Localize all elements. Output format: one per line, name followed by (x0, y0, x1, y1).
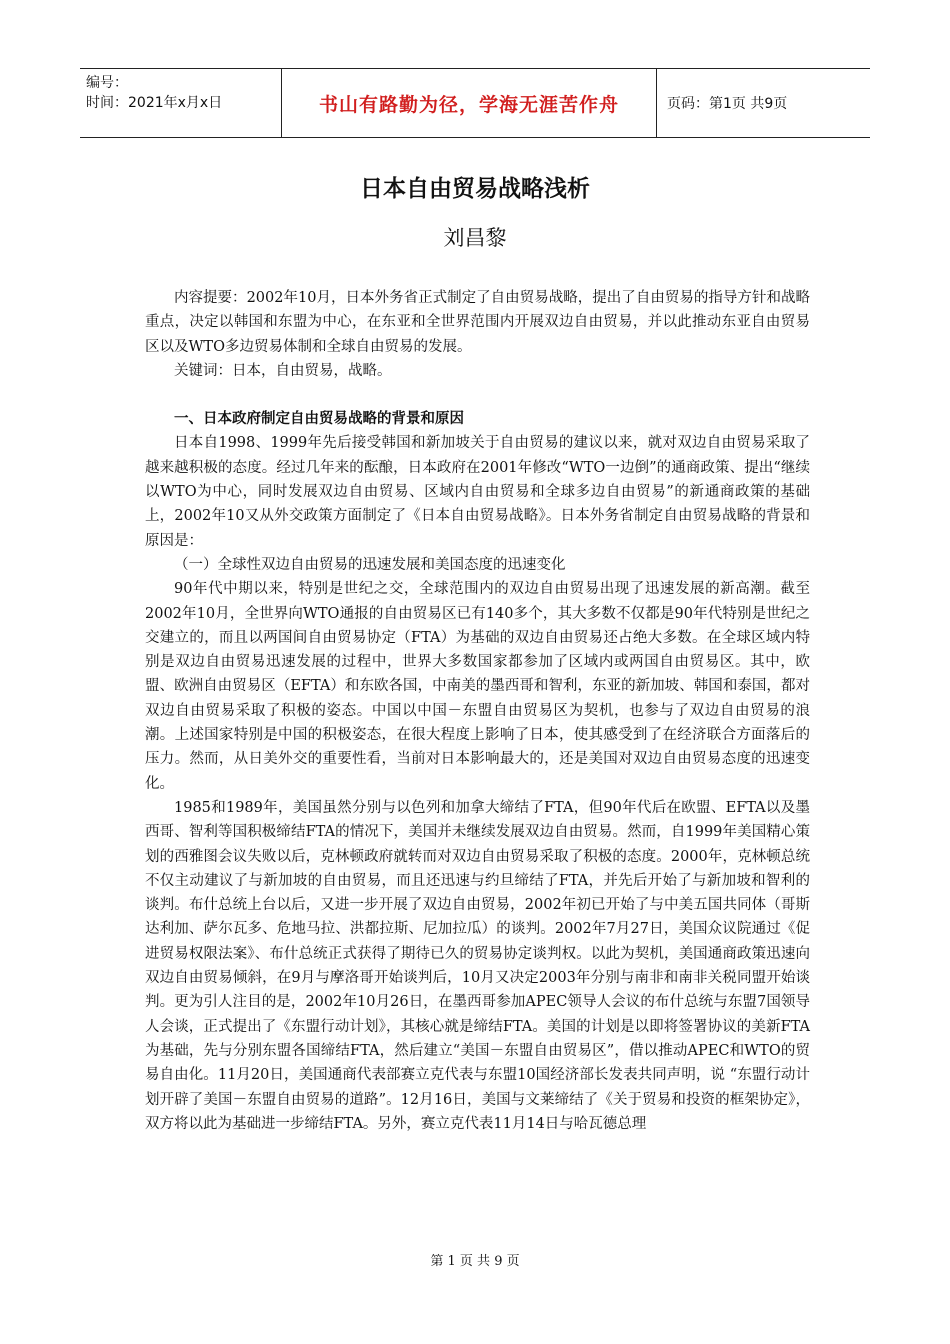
abstract-paragraph: 内容提要：2002年10月，日本外务省正式制定了自由贸易战略，提出了自由贸易的指导方针和战略重点，决定以韩国和东盟为中心，在东亚和全世界范围内开展双边自由贸易，并以此推动东亚自由贸易区以及WTO多边贸易体制和全球自由贸易的发展。 (145, 290, 810, 355)
section-heading: 一、日本政府制定自由贸易战略的背景和原因 (174, 411, 464, 428)
body-paragraph: 90年代中期以来，特别是世纪之交，全球范围内的双边自由贸易出现了迅速发展的新高潮。截至2002年10月，全世界向WTO通报的自由贸易区已有140多个，其大多数不仅都是90年代特别是世纪之交建立的，而且以两国间自由贸易协定（FTA）为基础的双边自由贸易还占绝大多数。在全球区域内特别是双边自由贸易迅速发展的过程中，世界大多数国家都参加了区域内或两国自由贸易区。其中，欧盟、欧洲自由贸易区（EFTA）和东欧各国，中南美的墨西哥和智利，东亚的新加坡、韩国和泰国，都对双边自由贸易采取了积极的姿态。中国以中国－东盟自由贸易区为契机，也参与了双边自由贸易的浪潮。上述国家特别是中国的积极姿态，在很大程度上影响了日本，使其感受到了在经济联合方面落后的压力。然而，从日美外交的重要性看，当前对日本影响最大的，还是美国对双边自由贸易态度的迅速变化。 (145, 581, 810, 792)
document-title: 日本自由贸易战略浅析 (360, 176, 590, 202)
body-paragraph: 日本自1998、1999年先后接受韩国和新加坡关于自由贸易的建议以来，就对双边自由贸易采取了越来越积极的态度。经过几年来的酝酿，日本政府在2001年修改“WTO一边倒”的通商政策、提出“继续以WTO为中心，同时发展双边自由贸易、区域内自由贸易和全球多边自由贸易”的新通商政策的基础上，2002年10又从外交政策方面制定了《日本自由贸易战略》。日本外务省制定自由贸易战略的背景和原因是： (145, 435, 810, 549)
header-motto: 书山有路勤为径，学海无涯苦作舟 (282, 69, 657, 137)
page-header (80, 68, 870, 138)
header-page-label: 页码：第1页 共9页 (667, 96, 788, 112)
document-number-label: 编号： (86, 75, 128, 91)
subsection-heading: （一）全球性双边自由贸易的迅速发展和美国态度的迅速变化 (174, 556, 566, 573)
keywords-paragraph: 关键词：日本，自由贸易，战略。 (174, 362, 392, 379)
header-meta (80, 69, 282, 137)
page-footer: 第 1 页 共 9 页 (430, 1254, 520, 1269)
body-paragraph: 1985和1989年，美国虽然分别与以色列和加拿大缔结了FTA，但90年代后在欧盟、EFTA以及墨西哥、智利等国积极缔结FTA的情况下，美国并未继续发展双边自由贸易。然而，自1999年美国精心策划的西雅图会议失败以后，克林顿政府就转而对双边自由贸易采取了积极的态度。2000年，克林顿总统不仅主动建议了与新加坡的自由贸易，而且还迅速与约旦缔结了FTA，并先后开始了与新加坡和智利的谈判。布什总统上台以后，又进一步开展了双边自由贸易，2002年初已开始了与中美五国共同体（哥斯达利加、萨尔瓦多、危地马拉、洪都拉斯、尼加拉瓜）的谈判。2002年7月27日，美国众议院通过《促进贸易权限法案》、布什总统正式获得了期待已久的贸易协定谈判权。以此为契机，美国通商政策迅速向双边自由贸易倾斜，在9月与摩洛哥开始谈判后，10月又决定2003年分别与南非和南非关税同盟开始谈判。更为引人注目的是，2002年10月26日，在墨西哥参加APEC领导人会议的布什总统与东盟7国领导人会谈，正式提出了《东盟行动计划》，其核心就是缔结FTA。美国的计划是以即将签署协议的美新FTA为基础，先与分别东盟各国缔结FTA，然后建立“美国－东盟自由贸易区”，借以推动APEC和WTO的贸易自由化。11月20日，美国通商代表部赛立克代表与东盟10国经济部长发表共同声明，说 “东盟行动计划开辟了美国－东盟自由贸易的道路”。12月16日，美国与文莱缔结了《关于贸易和投资的框架协定》，双方将以此为基础进一步缔结FTA。另外，赛立克代表11月14日与哈瓦德总理 (145, 799, 810, 1132)
document-date-label: 时间：2021年x月x日 (86, 95, 223, 111)
document-author: 刘昌黎 (443, 226, 507, 250)
document-body (145, 286, 810, 1136)
